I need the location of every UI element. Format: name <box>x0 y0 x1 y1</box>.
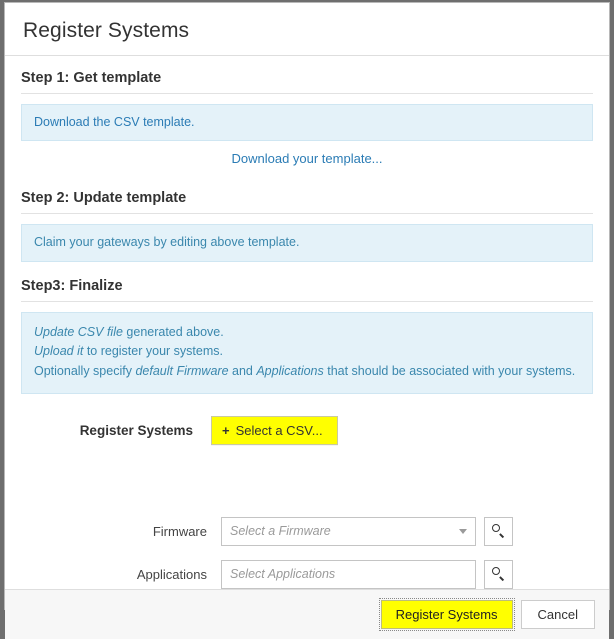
page-title: Register Systems <box>23 19 190 42</box>
search-icon <box>492 567 506 581</box>
select-csv-button-label: Select a CSV... <box>235 422 323 438</box>
firmware-select-placeholder: Select a Firmware <box>230 524 331 539</box>
step3-line-1 <box>34 323 580 342</box>
step2-info-box <box>21 224 593 261</box>
firmware-row <box>21 517 593 546</box>
search-icon <box>492 524 506 538</box>
cancel-button[interactable]: Cancel <box>521 600 595 629</box>
step1-heading: Step 1: Get template <box>21 70 593 94</box>
firmware-control <box>221 517 513 546</box>
step2-heading: Step 2: Update template <box>21 190 593 214</box>
firmware-label: Firmware <box>152 523 207 539</box>
step3-line1-rest: generated above. <box>122 324 224 339</box>
applications-select[interactable] <box>221 560 476 589</box>
download-template-row <box>21 141 593 174</box>
csv-template-text: Download the CSV template. <box>34 115 195 129</box>
step3-line3-mid: and <box>228 363 257 378</box>
applications-control <box>221 560 513 589</box>
applications-select-placeholder: Select Applications <box>230 567 336 582</box>
chevron-down-icon <box>459 529 467 534</box>
step3-line2-rest: to register your systems. <box>83 344 223 359</box>
step3-line3-pre: Optionally specify <box>34 363 136 378</box>
step3-heading: Step3: Finalize <box>21 278 593 302</box>
select-csv-button[interactable] <box>211 416 338 445</box>
dialog-body <box>5 56 609 589</box>
firmware-select[interactable] <box>221 517 476 546</box>
dialog-footer <box>5 589 609 639</box>
register-systems-submit-button[interactable]: Register Systems <box>381 600 513 629</box>
register-systems-label: Register Systems <box>79 422 193 438</box>
step3-line2-italic: Upload it <box>34 344 84 359</box>
dialog-header <box>5 3 609 56</box>
register-systems-row <box>21 416 593 445</box>
step3-line-2 <box>34 342 580 361</box>
register-systems-dialog <box>4 2 610 622</box>
applications-search-button[interactable] <box>484 560 513 589</box>
step1-info-box <box>21 104 593 141</box>
step3-line3-post: that should be associated with your systems. <box>323 363 576 378</box>
step3-line3-italic-applications: Applications <box>256 363 324 378</box>
step3-info-box <box>21 312 593 394</box>
applications-label: Applications <box>136 566 207 582</box>
download-template-link[interactable]: Download your template... <box>231 151 383 167</box>
step3-line3-italic-firmware: default Firmware <box>135 363 229 378</box>
step3-line1-italic: Update CSV file <box>34 324 123 339</box>
firmware-search-button[interactable] <box>484 517 513 546</box>
step2-info-text: Claim your gateways by editing above template. <box>34 235 300 250</box>
applications-row <box>21 560 593 589</box>
step3-line-3 <box>34 362 580 381</box>
plus-icon: + <box>222 422 230 438</box>
